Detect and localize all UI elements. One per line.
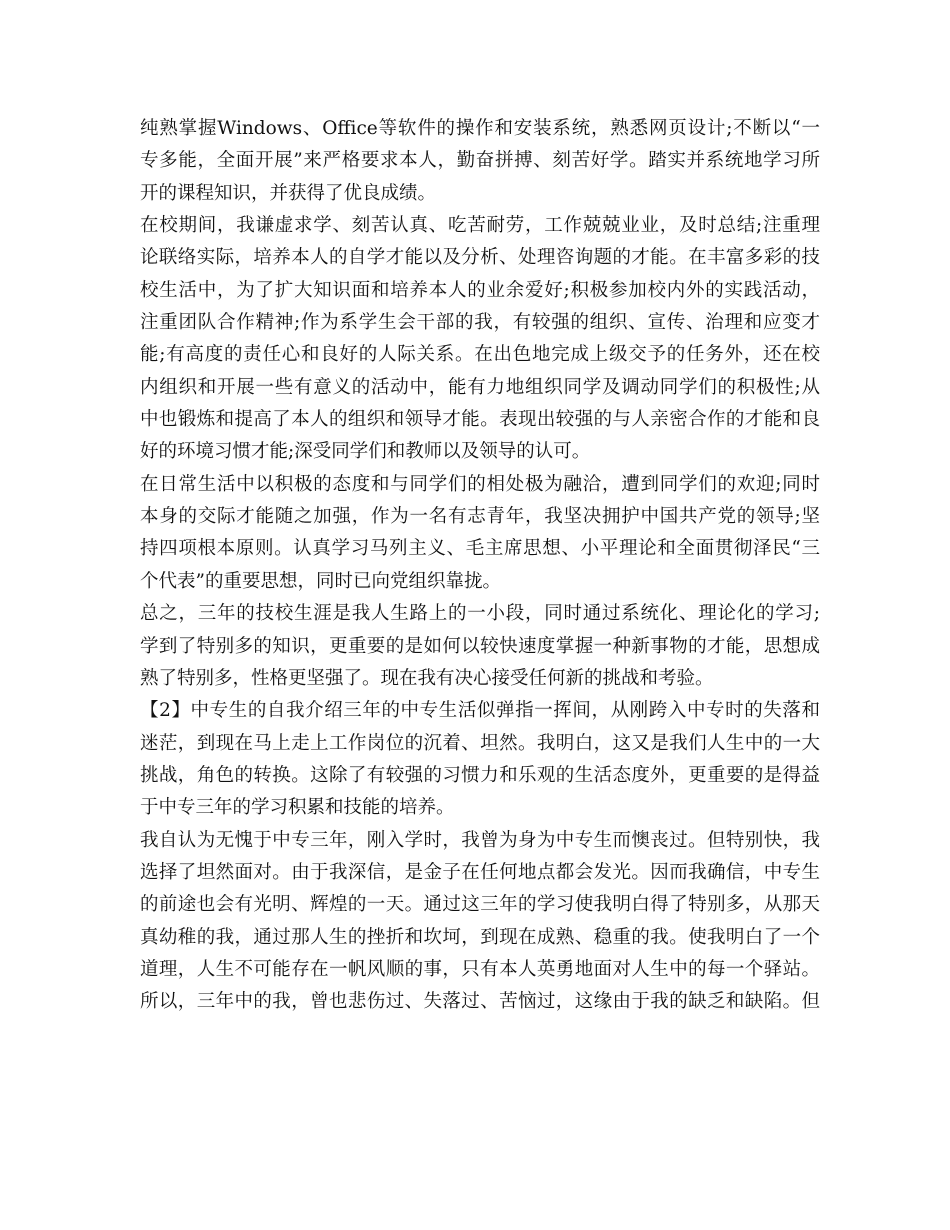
text-line: 论联络实际，培养本人的自学才能以及分析、处理咨询题的才能。在丰富多彩的技 (140, 247, 820, 269)
text-line: 所以，三年中的我，曾也悲伤过、失落过、苦恼过，这缘由于我的缺乏和缺陷。但 (140, 991, 820, 1013)
text-line: 专多能，全面开展”来严格要求本人，勤奋拼搏、刻苦好学。踏实并系统地学习所 (140, 150, 820, 172)
text-line: 迷茫，到现在马上走上工作岗位的沉着、坦然。我明白，这又是我们人生中的一大 (140, 732, 820, 754)
text-line: 本身的交际才能随之加强，作为一名有志青年，我坚决拥护中国共产党的领导;坚 (140, 506, 820, 528)
text-line: 学到了特别多的知识，更重要的是如何以较快速度掌握一种新事物的才能，思想成 (140, 635, 820, 657)
text-line: 校生活中，为了扩大知识面和培养本人的业余爱好;积极参加校内外的实践活动， (140, 279, 820, 301)
text-line: 总之，三年的技校生涯是我人生路上的一小段，同时通过系统化、理论化的学习; (140, 603, 820, 625)
text-line: 在日常生活中以积极的态度和与同学们的相处极为融洽，遭到同学们的欢迎;同时 (140, 473, 820, 495)
text-line: 道理，人生不可能存在一帆风顺的事，只有本人英勇地面对人生中的每一个驿站。 (140, 958, 820, 980)
text-line: 挑战，角色的转换。这除了有较强的习惯力和乐观的生活态度外，更重要的是得益 (140, 764, 820, 786)
text-line: 开的课程知识，并获得了优良成绩。 (140, 182, 437, 204)
text-line: 在校期间，我谦虚求学、刻苦认真、吃苦耐劳，工作兢兢业业，及时总结;注重理 (140, 215, 820, 237)
text-line: 于中专三年的学习积累和技能的培养。 (140, 797, 455, 819)
text-line: 选择了坦然面对。由于我深信，是金子在任何地点都会发光。因而我确信，中专生 (140, 861, 820, 883)
text-line: 能;有高度的责任心和良好的人际关系。在出色地完成上级交予的任务外，还在校 (140, 344, 820, 366)
text-line: 好的环境习惯才能;深受同学们和教师以及领导的认可。 (140, 441, 591, 463)
document-body (140, 113, 820, 1019)
text-line: 【2】中专生的自我介绍三年的中专生活似弹指一挥间，从刚跨入中专时的失落和 (140, 700, 820, 722)
text-line: 的前途也会有光明、辉煌的一天。通过这三年的学习使我明白得了特别多，从那天 (140, 894, 820, 916)
text-line: 持四项根本原则。认真学习马列主义、毛主席思想、小平理论和全面贯彻泽民“三 (140, 538, 820, 560)
text-line: 我自认为无愧于中专三年，刚入学时，我曾为身为中专生而懊丧过。但特别快，我 (140, 829, 820, 851)
text-line: 注重团队合作精神;作为系学生会干部的我，有较强的组织、宣传、治理和应变才 (140, 312, 820, 334)
text-line: 纯熟掌握Windows、Office等软件的操作和安装系统，熟悉网页设计;不断以“一 (140, 118, 820, 139)
text-line: 个代表”的重要思想，同时已向党组织靠拢。 (140, 570, 501, 592)
text-line: 内组织和开展一些有意义的活动中，能有力地组织同学及调动同学们的积极性;从 (140, 376, 820, 398)
text-line: 真幼稚的我，通过那人生的挫折和坎坷，到现在成熟、稳重的我。使我明白了一个 (140, 926, 820, 948)
text-line: 中也锻炼和提高了本人的组织和领导才能。表现出较强的与人亲密合作的才能和良 (140, 409, 820, 431)
text-line: 熟了特别多，性格更坚强了。现在我有决心接受任何新的挑战和考验。 (140, 667, 714, 689)
